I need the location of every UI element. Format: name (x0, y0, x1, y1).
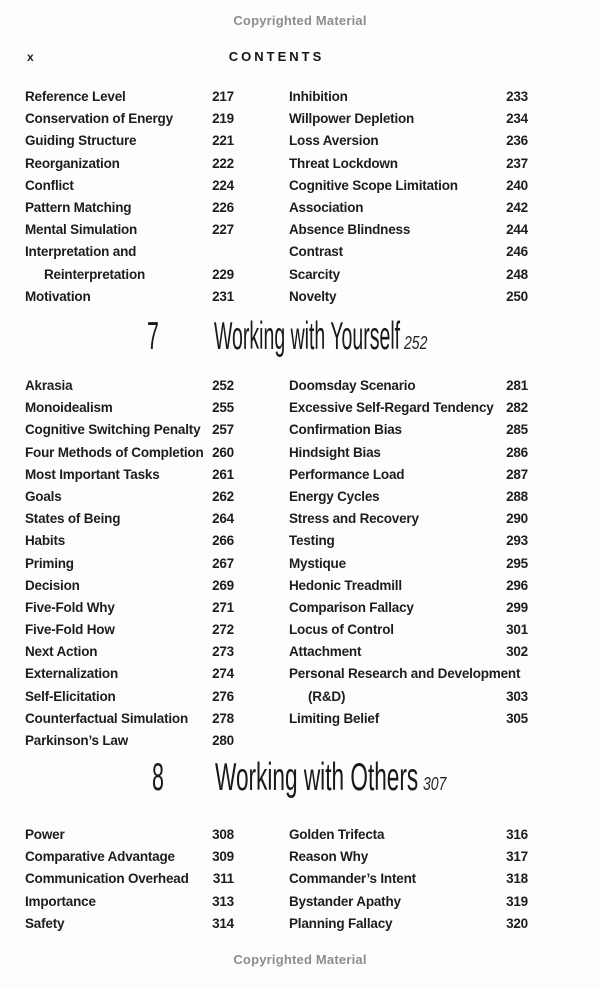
toc-entry-page: 280 (212, 733, 234, 748)
toc-entry-label: States of Being (25, 511, 121, 527)
chapter-title: Working with Yourself (214, 315, 401, 358)
toc-entry-label: Guiding Structure (25, 133, 137, 149)
toc-entry (289, 219, 528, 241)
toc-entry (25, 868, 234, 890)
toc-entry-label: Loss Aversion (289, 133, 379, 149)
toc-entry (25, 442, 234, 464)
toc-column-right (289, 86, 528, 308)
toc-entry (25, 197, 234, 219)
toc-entry-page: 269 (212, 577, 234, 593)
toc-entry-label: Counterfactual Simulation (25, 710, 189, 726)
toc-entry-page: 281 (506, 378, 528, 393)
toc-entry (25, 264, 234, 286)
toc-entry-page: 288 (506, 488, 528, 504)
toc-entry-label: Power (25, 827, 65, 842)
toc-entry-page: 236 (506, 133, 528, 149)
toc-entry-label: (R&D) (308, 688, 346, 704)
toc-column-right (289, 824, 528, 935)
toc-entry-page: 295 (506, 555, 528, 571)
toc-entry (25, 530, 234, 552)
chapter-page-number: 252 (404, 333, 428, 353)
toc-entry-page: 320 (506, 915, 528, 931)
toc-entry-label: Planning Fallacy (289, 915, 393, 931)
toc-entry-label: Confirmation Bias (289, 422, 402, 438)
toc-entry-label: Externalization (25, 666, 119, 682)
toc-entry-label: Attachment (289, 644, 362, 660)
toc-column-left (25, 824, 234, 935)
toc-entry (289, 197, 528, 219)
toc-entry-label: Self-Elicitation (25, 688, 116, 704)
toc-entry-label: Excessive Self-Regard Tendency (289, 400, 494, 416)
toc-entry-label: Pattern Matching (25, 199, 132, 215)
toc-entry-label: Threat Lockdown (289, 155, 398, 171)
toc-entry (289, 419, 528, 441)
toc-entry (289, 397, 528, 419)
toc-entry-label: Akrasia (25, 378, 73, 393)
toc-entry (289, 286, 528, 308)
toc-entry (25, 663, 234, 685)
toc-entry-label: Five-Fold Why (25, 599, 115, 615)
toc-entry-label: Limiting Belief (289, 710, 380, 726)
toc-entry (25, 824, 234, 846)
toc-column-left (25, 86, 234, 308)
toc-entry-page: 278 (212, 710, 234, 726)
toc-entry-page: 248 (506, 266, 528, 282)
toc-entry (25, 375, 234, 397)
toc-entry-label: Parkinson’s Law (25, 733, 129, 748)
toc-entry (289, 553, 528, 575)
toc-entry (25, 486, 234, 508)
toc-entry (289, 641, 528, 663)
toc-entry-label: Association (289, 199, 364, 215)
toc-entry-label: Performance Load (289, 466, 405, 482)
folio-page-number: x (27, 50, 34, 64)
toc-entry-page: 244 (506, 222, 528, 238)
toc-entry-page: 217 (212, 89, 234, 104)
chapter-heading-8 (0, 758, 600, 804)
toc-entry-page: 301 (506, 622, 528, 638)
toc-entry (25, 153, 234, 175)
toc-entry-page: 285 (506, 422, 528, 438)
toc-entry (289, 913, 528, 935)
toc-entry-page: 233 (506, 89, 528, 104)
toc-entry (25, 219, 234, 241)
toc-entry (25, 464, 234, 486)
toc-column-right (289, 375, 528, 730)
toc-entry-page: 219 (212, 111, 234, 127)
toc-entry-page: 296 (506, 577, 528, 593)
toc-entry (25, 397, 234, 419)
toc-entry-page: 255 (212, 400, 234, 416)
toc-entry-label: Goals (25, 488, 62, 504)
toc-entry-label: Personal Research and Development (289, 666, 521, 682)
chapter-page-number: 307 (423, 774, 447, 794)
toc-entry (289, 708, 528, 730)
toc-entry (25, 419, 234, 441)
toc-entry-label: Energy Cycles (289, 488, 380, 504)
toc-entry-page: 290 (506, 511, 528, 527)
toc-entry-label: Decision (25, 577, 80, 593)
toc-entry-label: Reinterpretation (44, 266, 146, 282)
toc-entry-page: 299 (506, 599, 528, 615)
toc-entry-page: 264 (212, 511, 234, 527)
toc-entry-page: 305 (506, 710, 528, 726)
toc-entry (25, 891, 234, 913)
toc-entry-page: 240 (506, 177, 528, 193)
toc-entry-page: 242 (506, 199, 528, 215)
toc-entry-label: Absence Blindness (289, 222, 411, 238)
toc-entry (289, 508, 528, 530)
toc-entry-label: Four Methods of Completion (25, 444, 204, 460)
toc-entry-page: 274 (212, 666, 234, 682)
toc-entry (289, 597, 528, 619)
toc-entry-label: Safety (25, 915, 65, 931)
toc-entry (289, 175, 528, 197)
toc-entry-page: 286 (506, 444, 528, 460)
toc-entry (25, 641, 234, 663)
toc-entry (289, 464, 528, 486)
toc-column-left (25, 375, 234, 752)
toc-entry-label: Reason Why (289, 849, 369, 865)
toc-entry-label: Contrast (289, 244, 343, 260)
chapter-heading-7 (0, 317, 600, 363)
toc-entry-page: 309 (212, 849, 234, 865)
toc-entry-label: Most Important Tasks (25, 466, 160, 482)
toc-entry-page: 266 (212, 533, 234, 549)
toc-entry (25, 286, 234, 308)
toc-entry-page: 246 (506, 244, 528, 260)
toc-entry-page: 227 (212, 222, 234, 238)
toc-entry-label: Golden Trifecta (289, 827, 385, 842)
toc-entry-label: Reorganization (25, 155, 120, 171)
toc-entry (289, 130, 528, 152)
toc-entry (289, 891, 528, 913)
toc-entry (289, 375, 528, 397)
toc-entry-page: 319 (506, 893, 528, 909)
toc-entry (25, 619, 234, 641)
toc-entry-page: 282 (506, 400, 528, 416)
toc-entry-label: Scarcity (289, 266, 340, 282)
contents-running-head: CONTENTS (228, 49, 325, 64)
toc-entry-label: Comparative Advantage (25, 849, 175, 865)
toc-entry-page: 226 (212, 199, 234, 215)
toc-entry (289, 619, 528, 641)
toc-entry (289, 442, 528, 464)
toc-entry-page: 260 (212, 444, 234, 460)
toc-entry (289, 264, 528, 286)
toc-entry-label: Next Action (25, 644, 98, 660)
toc-entry-page: 261 (212, 466, 234, 482)
toc-entry-page: 231 (212, 288, 234, 304)
toc-entry-page: 313 (212, 893, 234, 909)
toc-entry-label: Conflict (25, 177, 74, 193)
toc-entry-label: Monoidealism (25, 400, 113, 416)
toc-entry-label: Five-Fold How (25, 622, 115, 638)
toc-entry-label: Inhibition (289, 89, 348, 104)
toc-entry-page: 273 (212, 644, 234, 660)
toc-entry-page: 318 (506, 871, 528, 887)
toc-entry (25, 241, 234, 263)
toc-entry-page: 272 (212, 622, 234, 638)
toc-entry-page: 293 (506, 533, 528, 549)
toc-entry-label: Bystander Apathy (289, 893, 401, 909)
toc-entry-label: Mental Simulation (25, 222, 138, 238)
toc-entry-label: Hedonic Treadmill (289, 577, 402, 593)
toc-entry (289, 846, 528, 868)
toc-entry-label: Habits (25, 533, 66, 549)
toc-entry-page: 250 (506, 288, 528, 304)
toc-entry (289, 486, 528, 508)
toc-entry (289, 663, 528, 685)
toc-entry (25, 175, 234, 197)
toc-entry-page: 222 (212, 155, 234, 171)
toc-entry-page: 311 (212, 871, 234, 887)
toc-entry (289, 686, 528, 708)
toc-entry-page: 221 (212, 133, 234, 149)
toc-entry (25, 553, 234, 575)
copyright-watermark-bottom: Copyrighted Material (233, 952, 367, 967)
chapter-number: 7 (147, 315, 159, 358)
toc-entry-label: Novelty (289, 288, 337, 304)
toc-entry-label: Cognitive Switching Penalty (25, 422, 201, 438)
toc-entry-page: 316 (506, 827, 528, 842)
copyright-watermark-top: Copyrighted Material (233, 13, 367, 28)
toc-entry-label: Comparison Fallacy (289, 599, 414, 615)
toc-entry (25, 130, 234, 152)
toc-entry-page: 224 (212, 177, 234, 193)
toc-entry-label: Doomsday Scenario (289, 378, 416, 393)
toc-entry (289, 824, 528, 846)
toc-entry-label: Testing (289, 533, 335, 549)
toc-entry (25, 913, 234, 935)
toc-entry-label: Mystique (289, 555, 346, 571)
toc-entry-label: Locus of Control (289, 622, 394, 638)
toc-entry-label: Willpower Depletion (289, 111, 415, 127)
toc-entry-label: Cognitive Scope Limitation (289, 177, 458, 193)
toc-entry-page: 267 (212, 555, 234, 571)
toc-entry-page: 302 (506, 644, 528, 660)
toc-entry-page: 308 (212, 827, 234, 842)
toc-entry-page: 317 (506, 849, 528, 865)
toc-entry-label: Priming (25, 555, 74, 571)
toc-entry-page: 271 (212, 599, 234, 615)
chapter-title: Working with Others (215, 756, 419, 799)
toc-entry (289, 86, 528, 108)
toc-entry-label: Importance (25, 893, 96, 909)
toc-entry-label: Commander’s Intent (289, 871, 416, 887)
page-header (25, 49, 528, 65)
toc-entry (25, 597, 234, 619)
toc-entry-label: Stress and Recovery (289, 511, 419, 527)
toc-entry (25, 108, 234, 130)
toc-entry (289, 153, 528, 175)
toc-entry-page: 237 (506, 155, 528, 171)
toc-entry (289, 241, 528, 263)
toc-entry (25, 846, 234, 868)
toc-entry-page: 287 (506, 466, 528, 482)
toc-entry-label: Conservation of Energy (25, 111, 173, 127)
toc-entry-label: Communication Overhead (25, 871, 189, 887)
chapter-number: 8 (152, 756, 164, 799)
toc-entry (25, 686, 234, 708)
toc-entry-page: 276 (212, 688, 234, 704)
toc-entry (289, 868, 528, 890)
toc-entry-page: 229 (212, 266, 234, 282)
toc-entry-page: 252 (212, 378, 234, 393)
toc-entry-label: Reference Level (25, 89, 126, 104)
toc-entry (289, 575, 528, 597)
toc-entry (25, 86, 234, 108)
toc-entry-label: Interpretation and (25, 244, 137, 260)
toc-entry (25, 575, 234, 597)
toc-entry (289, 108, 528, 130)
toc-entry-page: 234 (506, 111, 528, 127)
toc-entry (289, 530, 528, 552)
toc-entry-page: 262 (212, 488, 234, 504)
toc-entry-page: 257 (212, 422, 234, 438)
toc-entry-page: 303 (506, 688, 528, 704)
toc-entry (25, 730, 234, 752)
toc-entry-page: 314 (212, 915, 234, 931)
toc-entry-label: Hindsight Bias (289, 444, 381, 460)
toc-entry (25, 508, 234, 530)
toc-entry-label: Motivation (25, 288, 91, 304)
toc-entry (25, 708, 234, 730)
